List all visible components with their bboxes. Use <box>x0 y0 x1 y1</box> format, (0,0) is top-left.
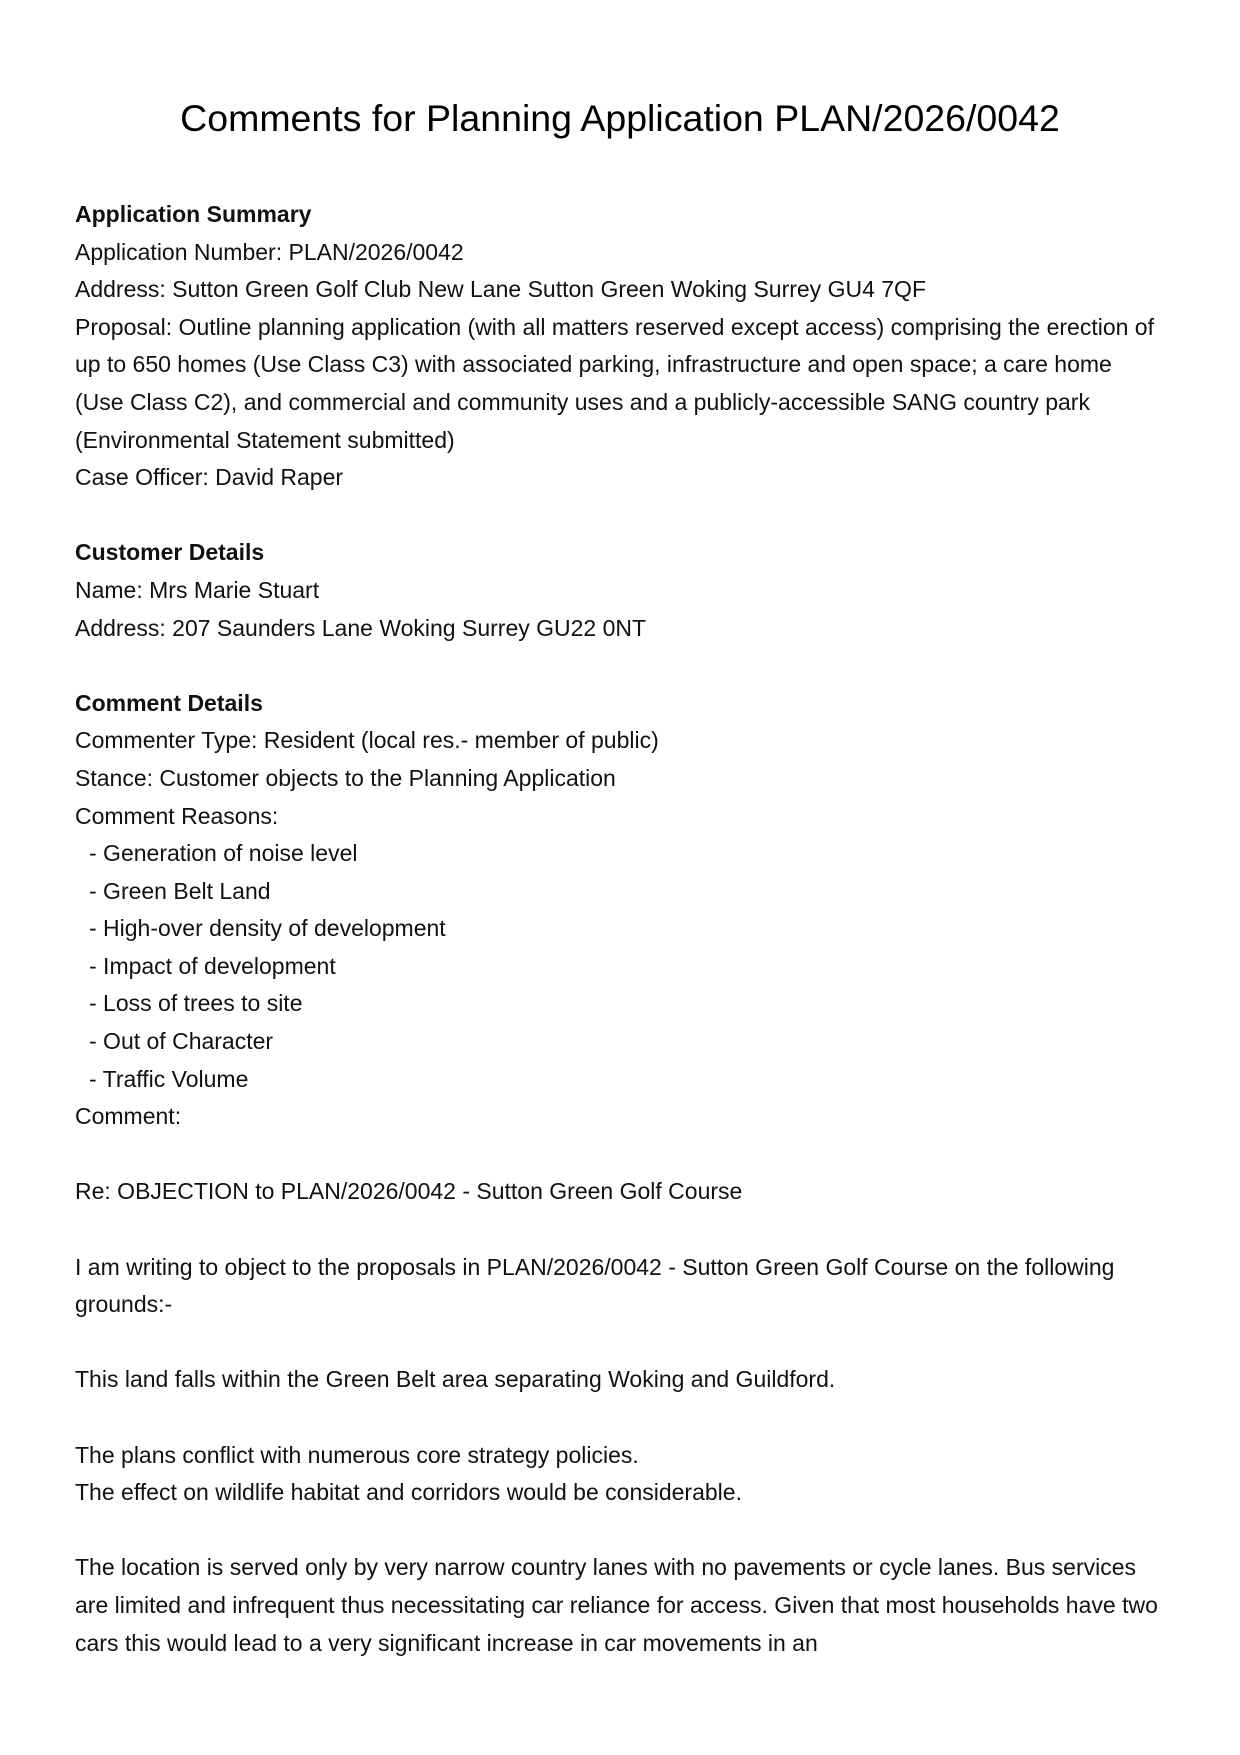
spacer <box>75 1512 1165 1550</box>
customer-name: Name: Mrs Marie Stuart <box>75 576 320 603</box>
comment-reason-item: - Impact of development <box>89 952 336 979</box>
spacer <box>75 1399 1165 1437</box>
comment-label: Comment: <box>75 1103 182 1130</box>
spacer <box>75 1324 1165 1362</box>
comment-reason-item: - Green Belt Land <box>89 877 271 904</box>
comment-paragraph: This land falls within the Green Belt area separating Woking and Guildford. <box>75 1366 836 1393</box>
commenter-type: Commenter Type: Resident (local res.- member of public) <box>75 727 659 754</box>
application-summary-heading: Application Summary <box>75 201 312 227</box>
application-proposal: Proposal: Outline planning application (with all matters reserved except access) comprising the erection of up to 650 homes (Use Class C3) with associated parking, infrastructure and open space; a care home (Use Class C2), and commercial and community uses and a publicly-accessible SANG country park (Environmental Statement submitted) <box>75 313 1154 453</box>
comment-reason-item: - Loss of trees to site <box>89 990 303 1017</box>
comment-paragraph: The location is served only by very narrow country lanes with no pavements or cycle lanes. Bus services are limited and infrequent thus necessitating car reliance for access. Given that most households have two cars this would lead to a very significant increase in car movements in an <box>75 1554 1158 1656</box>
spacer <box>75 1211 1165 1249</box>
case-officer: Case Officer: David Raper <box>75 464 344 491</box>
comment-reason-item: - Generation of noise level <box>89 840 358 867</box>
application-number: Application Number: PLAN/2026/0042 <box>75 238 464 265</box>
spacer <box>75 497 1165 535</box>
comment-reasons-list <box>75 835 1165 1098</box>
comment-paragraph: I am writing to object to the proposals in PLAN/2026/0042 - Sutton Green Golf Course on the following grounds:- <box>75 1253 1115 1318</box>
stance: Stance: Customer objects to the Planning Application <box>75 764 616 791</box>
comment-re-line: Re: OBJECTION to PLAN/2026/0042 - Sutton Green Golf Course <box>75 1178 743 1205</box>
comment-reason-item: - Out of Character <box>89 1028 274 1055</box>
application-address: Address: Sutton Green Golf Club New Lane Sutton Green Woking Surrey GU4 7QF <box>75 276 926 303</box>
comment-reason-item: - High-over density of development <box>89 915 446 942</box>
document-body <box>75 196 1165 1662</box>
comment-reasons-label: Comment Reasons: <box>75 802 279 829</box>
comment-paragraph: The effect on wildlife habitat and corridors would be considerable. <box>75 1479 742 1506</box>
spacer <box>75 1136 1165 1174</box>
spacer <box>75 647 1165 685</box>
comment-reason-item: - Traffic Volume <box>89 1065 249 1092</box>
customer-address: Address: 207 Saunders Lane Woking Surrey GU22 0NT <box>75 614 647 641</box>
comment-details-heading: Comment Details <box>75 689 263 716</box>
comment-paragraph: The plans conflict with numerous core strategy policies. <box>75 1441 639 1468</box>
page-title: Comments for Planning Application PLAN/2026/0042 <box>180 97 1060 139</box>
customer-details-heading: Customer Details <box>75 539 265 566</box>
